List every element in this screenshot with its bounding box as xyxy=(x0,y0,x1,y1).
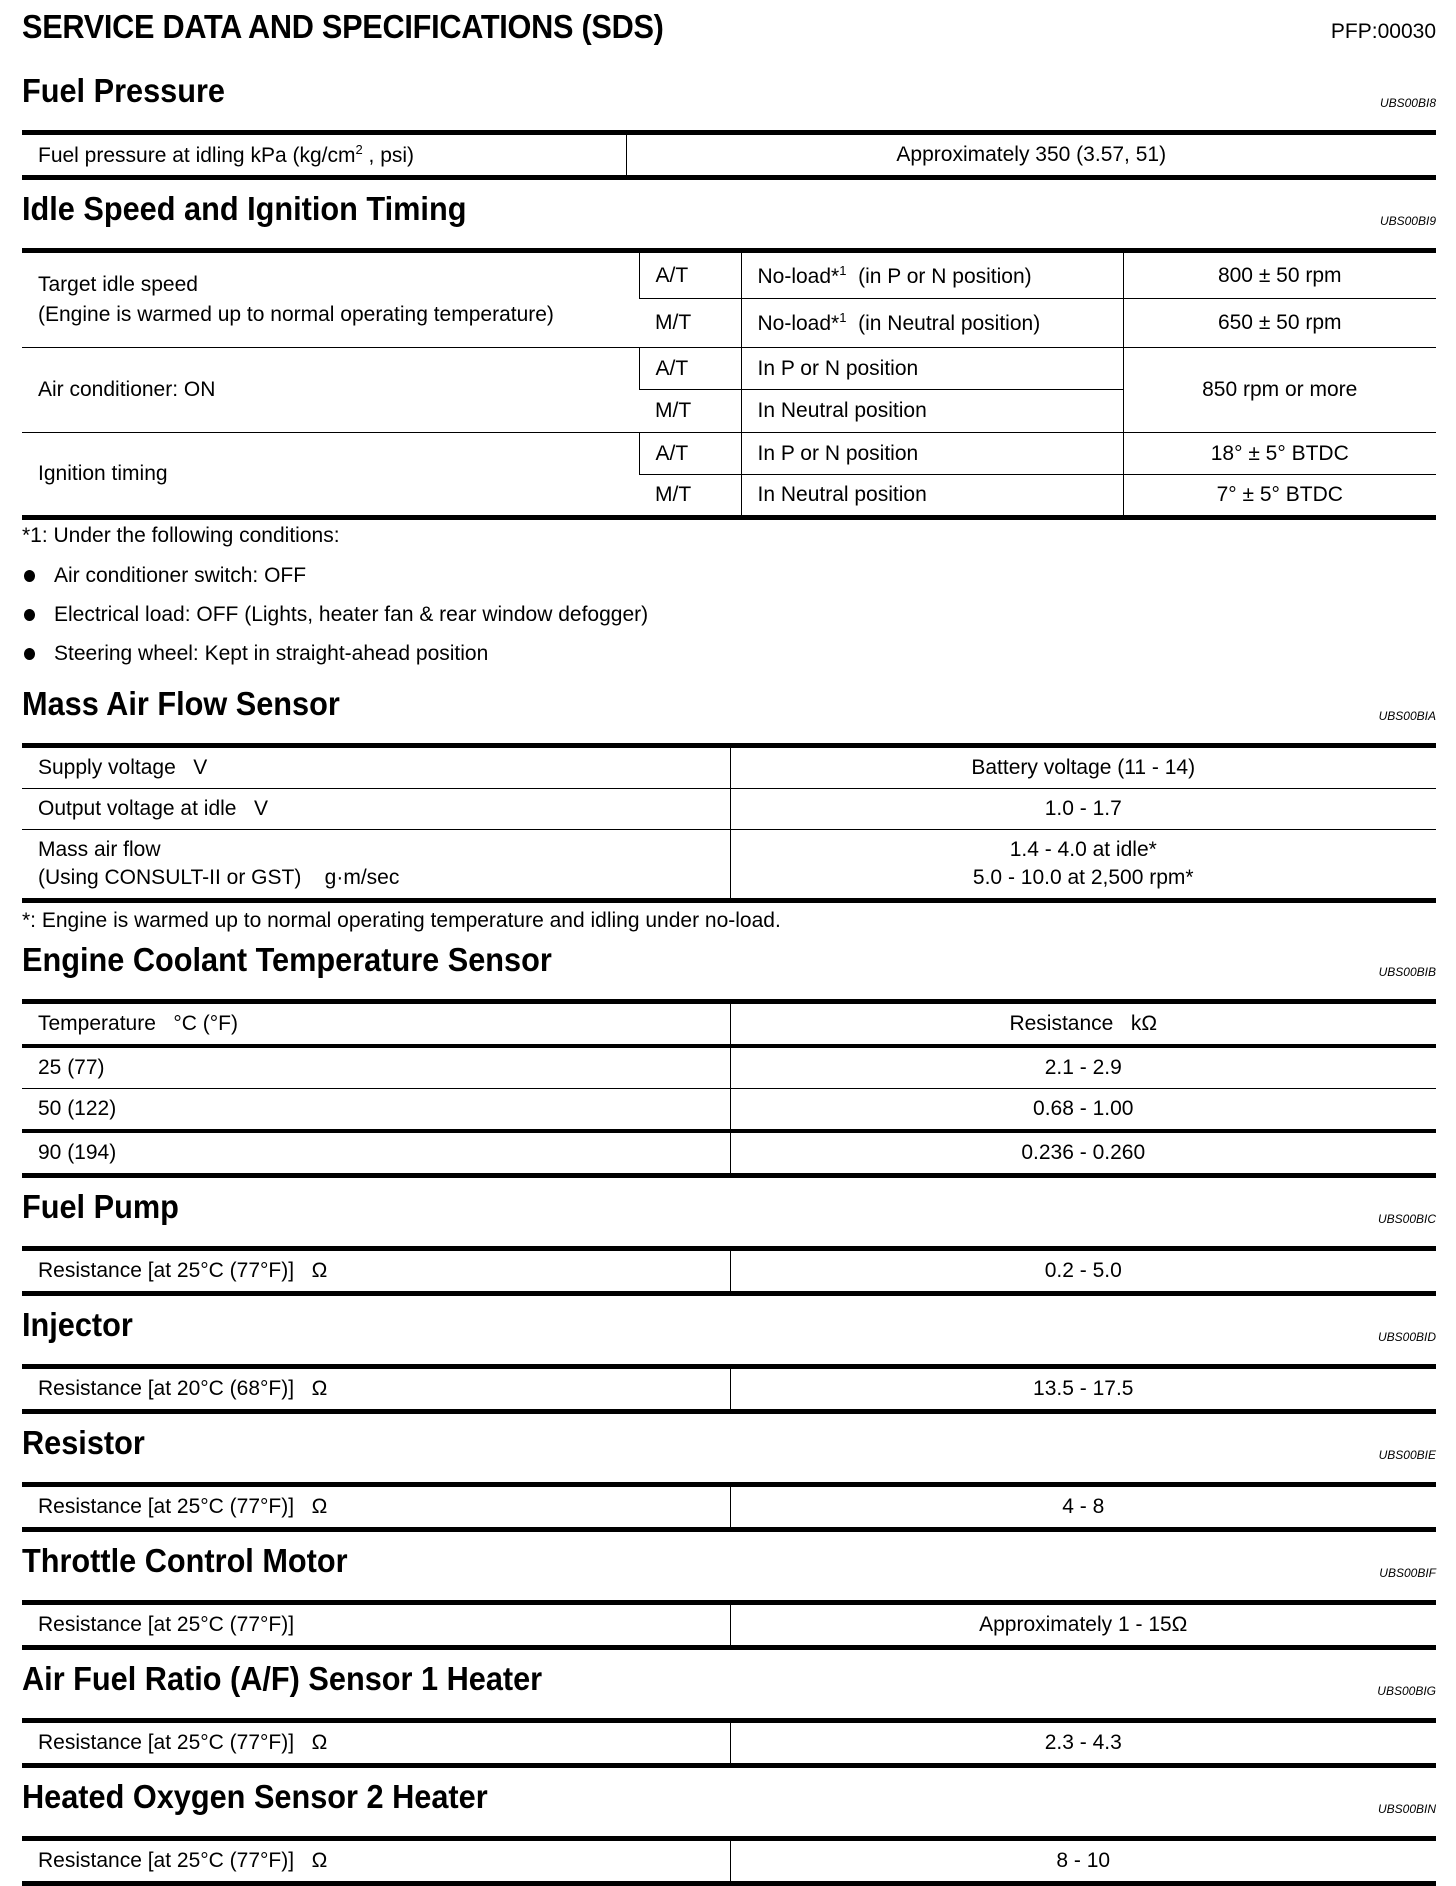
spec-value: 800 ± 50 rpm xyxy=(1123,251,1436,299)
spec-value: 1.4 - 4.0 at idle* 5.0 - 10.0 at 2,500 rpm* xyxy=(730,830,1436,901)
transmission-type: A/T xyxy=(639,433,741,475)
table-row xyxy=(22,1089,1436,1132)
transmission-type: M/T xyxy=(639,299,741,348)
spec-value: 4 - 8 xyxy=(730,1485,1436,1530)
page-title: SERVICE DATA AND SPECIFICATIONS (SDS) xyxy=(22,8,664,45)
table-row xyxy=(22,1131,1436,1176)
spec-value: 18° ± 5° BTDC xyxy=(1123,433,1436,475)
resistance-cell: 0.68 - 1.00 xyxy=(730,1089,1436,1132)
spec-label: Resistance [at 25°C (77°F)] xyxy=(22,1603,730,1648)
transmission-type: A/T xyxy=(639,251,741,299)
table-row xyxy=(22,1367,1436,1412)
spec-label: Mass air flow (Using CONSULT-II or GST) g·m/sec xyxy=(22,830,730,901)
list-item: Electrical load: OFF (Lights, heater fan & rear window defogger) xyxy=(22,595,1436,634)
section-code: UBS00BIC xyxy=(1377,1212,1436,1226)
spec-label: Air conditioner: ON xyxy=(22,348,639,433)
section-title: Fuel Pump xyxy=(22,1188,179,1225)
section-injector-header xyxy=(22,1296,1436,1352)
condition: No-load*$^1$ (in Neutral position) xyxy=(741,299,1123,348)
table-row xyxy=(22,1721,1436,1766)
spec-value: Approximately 1 - 15Ω xyxy=(730,1603,1436,1648)
table-row xyxy=(22,1839,1436,1884)
condition: No-load*$^1$ (in P or N position) xyxy=(741,251,1123,299)
section-ho2s2-header xyxy=(22,1768,1436,1824)
table-row xyxy=(22,746,1436,789)
spec-label: Resistance [at 25°C (77°F)] Ω xyxy=(22,1249,730,1294)
table-row xyxy=(22,348,1436,390)
resistance-cell: 0.236 - 0.260 xyxy=(730,1131,1436,1176)
table-row xyxy=(22,1249,1436,1294)
section-code: UBS00BID xyxy=(1377,1330,1436,1344)
table-row xyxy=(22,433,1436,475)
injector-table xyxy=(22,1364,1436,1414)
spec-label: Supply voltage V xyxy=(22,746,730,789)
ho2s2-table xyxy=(22,1836,1436,1886)
resistance-cell: 2.1 - 2.9 xyxy=(730,1046,1436,1089)
transmission-type: A/T xyxy=(639,348,741,390)
spec-value: 650 ± 50 rpm xyxy=(1123,299,1436,348)
section-code: UBS00BI8 xyxy=(1379,96,1436,110)
section-af-sensor-header xyxy=(22,1650,1436,1706)
spec-value: 850 rpm or more xyxy=(1123,348,1436,433)
condition: In Neutral position xyxy=(741,390,1123,433)
section-code: UBS00BI9 xyxy=(1379,214,1436,228)
section-title: Mass Air Flow Sensor xyxy=(22,685,340,722)
section-title: Idle Speed and Ignition Timing xyxy=(22,190,467,227)
condition: In Neutral position xyxy=(741,475,1123,518)
table-header-row xyxy=(22,1002,1436,1047)
table-row xyxy=(22,1046,1436,1089)
spec-value: 8 - 10 xyxy=(730,1839,1436,1884)
section-title: Air Fuel Ratio (A/F) Sensor 1 Heater xyxy=(22,1660,543,1697)
condition: In P or N position xyxy=(741,433,1123,475)
spec-value: Battery voltage (11 - 14) xyxy=(730,746,1436,789)
section-maf-header xyxy=(22,673,1436,731)
section-title: Resistor xyxy=(22,1424,145,1461)
section-fuel-pressure-header xyxy=(22,62,1436,118)
spec-label: Resistance [at 25°C (77°F)] Ω xyxy=(22,1721,730,1766)
temperature-cell: 50 (122) xyxy=(22,1089,730,1132)
table-row xyxy=(22,251,1436,299)
spec-value: 1.0 - 1.7 xyxy=(730,789,1436,830)
table-row xyxy=(22,830,1436,901)
ect-table xyxy=(22,999,1436,1178)
table-row xyxy=(22,133,1436,178)
spec-label: Resistance [at 25°C (77°F)] Ω xyxy=(22,1839,730,1884)
list-item: Steering wheel: Kept in straight-ahead position xyxy=(22,634,1436,673)
spec-value: 7° ± 5° BTDC xyxy=(1123,475,1436,518)
section-code: UBS00BIG xyxy=(1377,1684,1436,1698)
maf-table xyxy=(22,743,1436,903)
fuel-pressure-table xyxy=(22,130,1436,180)
spec-label: Output voltage at idle V xyxy=(22,789,730,830)
spec-label: Resistance [at 25°C (77°F)] Ω xyxy=(22,1485,730,1530)
spec-label: Target idle speed (Engine is warmed up to normal operating temperature) xyxy=(22,251,639,348)
section-fuel-pump-header xyxy=(22,1178,1436,1234)
spec-value: 0.2 - 5.0 xyxy=(730,1249,1436,1294)
resistor-table xyxy=(22,1482,1436,1532)
table-row xyxy=(22,1485,1436,1530)
column-header: Temperature °C (°F) xyxy=(22,1002,730,1047)
section-throttle-motor-header xyxy=(22,1532,1436,1588)
spec-value: Approximately 350 (3.57, 51) xyxy=(626,133,1436,178)
condition-list xyxy=(22,556,1436,673)
section-title: Fuel Pressure xyxy=(22,72,226,109)
spec-label: Resistance [at 20°C (68°F)] Ω xyxy=(22,1367,730,1412)
section-title: Throttle Control Motor xyxy=(22,1542,348,1579)
section-code: UBS00BIB xyxy=(1378,965,1436,979)
footnote: *: Engine is warmed up to normal operating temperature and idling under no-load. xyxy=(22,909,781,932)
section-title: Injector xyxy=(22,1306,133,1343)
section-code: UBS00BIF xyxy=(1379,1566,1436,1580)
page-header xyxy=(22,0,1436,62)
section-idle-speed-header xyxy=(22,180,1436,236)
section-ect-header xyxy=(22,933,1436,987)
page-code: PFP:00030 xyxy=(1330,20,1436,43)
temperature-cell: 25 (77) xyxy=(22,1046,730,1089)
spec-label: Fuel pressure at idling kPa ($kg/cm^2$ , psi) xyxy=(22,133,626,178)
section-title: Heated Oxygen Sensor 2 Heater xyxy=(22,1778,488,1815)
section-title: Engine Coolant Temperature Sensor xyxy=(22,941,552,978)
fuel-pump-table xyxy=(22,1246,1436,1296)
section-code: UBS00BIE xyxy=(1378,1448,1436,1462)
column-header: Resistance kΩ xyxy=(730,1002,1436,1047)
idle-speed-table xyxy=(22,248,1436,520)
section-resistor-header xyxy=(22,1414,1436,1470)
table-row xyxy=(22,789,1436,830)
transmission-type: M/T xyxy=(639,475,741,518)
table-row xyxy=(22,1603,1436,1648)
temperature-cell: 90 (194) xyxy=(22,1131,730,1176)
condition: In P or N position xyxy=(741,348,1123,390)
spec-value: 13.5 - 17.5 xyxy=(730,1367,1436,1412)
footnote: *1: Under the following conditions: xyxy=(22,524,340,547)
transmission-type: M/T xyxy=(639,390,741,433)
list-item: Air conditioner switch: OFF xyxy=(22,556,1436,595)
spec-label: Ignition timing xyxy=(22,433,639,518)
throttle-motor-table xyxy=(22,1600,1436,1650)
section-code: UBS00BIN xyxy=(1377,1802,1436,1816)
spec-value: 2.3 - 4.3 xyxy=(730,1721,1436,1766)
sds-page xyxy=(22,0,1436,1886)
section-code: UBS00BIA xyxy=(1378,709,1436,723)
af-sensor-table xyxy=(22,1718,1436,1768)
